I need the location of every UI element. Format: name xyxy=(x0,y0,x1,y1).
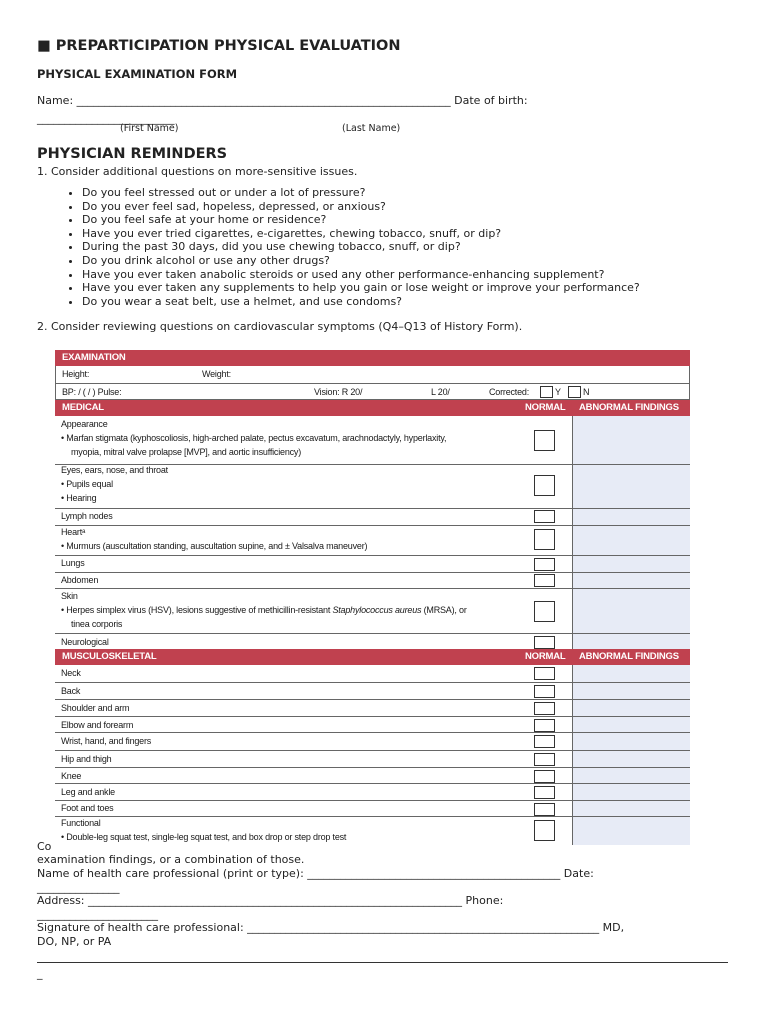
row-label: Back xyxy=(61,686,81,696)
corrected-no-label: N xyxy=(583,387,590,397)
normal-checkbox[interactable] xyxy=(534,685,555,698)
table-row xyxy=(55,733,690,751)
normal-column-header: NORMAL xyxy=(525,402,566,413)
row-label: Knee xyxy=(61,771,82,781)
abnormal-findings-field[interactable] xyxy=(573,784,690,800)
abnormal-findings-field[interactable] xyxy=(573,509,690,525)
normal-checkbox[interactable] xyxy=(534,667,555,680)
table-row xyxy=(55,817,690,845)
examination-label: EXAMINATION xyxy=(62,352,126,363)
row-label: Heartᵃ xyxy=(61,527,86,537)
bp-pulse-label: BP: / ( / ) Pulse: xyxy=(62,387,122,397)
row-label: Abdomen xyxy=(61,575,99,585)
name-dob-line[interactable]: Name: ____________________________________________________________________ Date of birth: xyxy=(37,94,528,107)
first-name-caption: (First Name) xyxy=(120,123,179,134)
list-item: • Do you ever feel sad, hopeless, depressed, or anxious? xyxy=(82,200,640,214)
row-label: Leg and ankle xyxy=(61,787,115,797)
abnormal-findings-field[interactable] xyxy=(573,634,690,649)
corrected-yes-checkbox[interactable] xyxy=(540,386,553,398)
height-weight-row xyxy=(55,366,690,384)
row-label: Neurological xyxy=(61,637,109,647)
page-title: ■ PREPARTICIPATION PHYSICAL EVALUATION xyxy=(37,38,401,54)
weight-label: Weight: xyxy=(202,369,231,379)
abnormal-column-header: ABNORMAL FINDINGS xyxy=(579,651,679,662)
divider xyxy=(37,962,728,963)
list-item: • Do you drink alcohol or use any other drugs? xyxy=(82,254,640,268)
table-row xyxy=(55,665,690,683)
trailing-underscore: _ xyxy=(37,967,43,980)
signature-line[interactable]: Signature of health care professional: ________________________________________________________________ MD, xyxy=(37,921,625,934)
table-row xyxy=(55,416,690,465)
abnormal-findings-field[interactable] xyxy=(573,526,690,555)
abnormal-findings-field[interactable] xyxy=(573,768,690,783)
reminder-item-1: 1. Consider additional questions on more-sensitive issues. xyxy=(37,165,358,178)
normal-checkbox[interactable] xyxy=(534,770,555,783)
abnormal-findings-field[interactable] xyxy=(573,683,690,699)
table-row xyxy=(55,465,690,509)
row-label: Hip and thigh xyxy=(61,754,112,764)
vision-left-label: L 20/ xyxy=(431,387,450,397)
row-label: Eyes, ears, nose, and throat xyxy=(61,465,168,475)
table-row xyxy=(55,801,690,817)
normal-checkbox[interactable] xyxy=(534,475,555,496)
name-line-continuation[interactable]: _________________________ xyxy=(37,112,175,125)
normal-checkbox[interactable] xyxy=(534,601,555,622)
normal-checkbox[interactable] xyxy=(534,702,555,715)
consider-prefix: Co xyxy=(37,840,52,853)
normal-checkbox[interactable] xyxy=(534,558,555,571)
corrected-label: Corrected: xyxy=(489,387,530,397)
musculoskeletal-header-bar xyxy=(55,649,690,665)
abnormal-findings-field[interactable] xyxy=(573,573,690,588)
medical-label: MEDICAL xyxy=(62,402,104,413)
abnormal-findings-field[interactable] xyxy=(573,733,690,750)
table-row xyxy=(55,751,690,768)
list-item: • Do you wear a seat belt, use a helmet, and use condoms? xyxy=(82,295,640,309)
corrected-yes-label: Y xyxy=(555,387,561,397)
table-row xyxy=(55,683,690,700)
corrected-no-checkbox[interactable] xyxy=(568,386,581,398)
normal-checkbox[interactable] xyxy=(534,510,555,523)
row-label: Foot and toes xyxy=(61,803,114,813)
examination-form xyxy=(55,350,690,845)
row-detail: • Marfan stigmata (kyphoscoliosis, high-arched palate, pectus excavatum, arachnodactyly, hyperlaxity, xyxy=(61,433,447,443)
abnormal-findings-field[interactable] xyxy=(573,700,690,716)
vision-right-label: Vision: R 20/ xyxy=(314,387,363,397)
table-row xyxy=(55,700,690,717)
vitals-row xyxy=(55,384,690,400)
table-row xyxy=(55,717,690,733)
list-item: • Have you ever tried cigarettes, e-cigarettes, chewing tobacco, snuff, or dip? xyxy=(82,227,640,241)
row-label: Lymph nodes xyxy=(61,511,113,521)
examination-findings-line: examination findings, or a combination of those. xyxy=(37,853,305,866)
examination-header-bar xyxy=(55,350,690,366)
normal-checkbox[interactable] xyxy=(534,820,555,841)
row-label: Skin xyxy=(61,591,78,601)
credentials-text: DO, NP, or PA xyxy=(37,935,112,948)
table-row xyxy=(55,556,690,573)
normal-checkbox[interactable] xyxy=(534,529,555,550)
abnormal-findings-field[interactable] xyxy=(573,589,690,633)
row-detail: • Hearing xyxy=(61,493,97,503)
normal-column-header: NORMAL xyxy=(525,651,566,662)
normal-checkbox[interactable] xyxy=(534,636,555,649)
professional-name-line[interactable]: Name of health care professional (print or type): ______________________________________________ Date: xyxy=(37,867,594,880)
abnormal-findings-field[interactable] xyxy=(573,801,690,816)
row-label: Shoulder and arm xyxy=(61,703,130,713)
row-label: Functional xyxy=(61,818,101,828)
abnormal-findings-field[interactable] xyxy=(573,751,690,767)
table-row xyxy=(55,526,690,556)
normal-checkbox[interactable] xyxy=(534,753,555,766)
list-item: • Do you feel safe at your home or residence? xyxy=(82,213,640,227)
row-detail: myopia, mitral valve prolapse [MVP], and aortic insufficiency) xyxy=(71,447,302,457)
normal-checkbox[interactable] xyxy=(534,735,555,748)
form-subtitle: PHYSICAL EXAMINATION FORM xyxy=(37,67,238,81)
list-item: • During the past 30 days, did you use chewing tobacco, snuff, or dip? xyxy=(82,240,640,254)
row-detail: • Murmurs (auscultation standing, auscultation supine, and ± Valsalva maneuver) xyxy=(61,541,368,551)
row-label: Wrist, hand, and fingers xyxy=(61,736,152,746)
normal-checkbox[interactable] xyxy=(534,430,555,451)
medical-header-bar xyxy=(55,400,690,416)
abnormal-findings-field[interactable] xyxy=(573,665,690,682)
row-label: Neck xyxy=(61,668,81,678)
row-detail: • Herpes simplex virus (HSV), lesions suggestive of methicillin-resistant Staphylococcus aureus (MRSA), or xyxy=(61,605,467,615)
table-row xyxy=(55,573,690,589)
table-row xyxy=(55,634,690,650)
table-row xyxy=(55,589,690,634)
row-label: Lungs xyxy=(61,558,85,568)
sensitive-questions-list xyxy=(60,186,640,308)
row-label: Appearance xyxy=(61,419,108,429)
abnormal-findings-field[interactable] xyxy=(573,416,690,464)
normal-checkbox[interactable] xyxy=(534,719,555,732)
row-detail: tinea corporis xyxy=(71,619,123,629)
last-name-caption: (Last Name) xyxy=(342,123,401,134)
row-label: Elbow and forearm xyxy=(61,720,134,730)
address-line[interactable]: Address: ____________________________________________________________________ Phone: xyxy=(37,894,504,907)
phone-line[interactable]: ______________________ xyxy=(37,908,158,921)
normal-checkbox[interactable] xyxy=(534,574,555,587)
date-line[interactable]: _______________ xyxy=(37,881,120,894)
height-label: Height: xyxy=(62,369,90,379)
abnormal-findings-field[interactable] xyxy=(573,717,690,732)
reminder-item-2: 2. Consider reviewing questions on cardiovascular symptoms (Q4–Q13 of History Form). xyxy=(37,320,523,333)
abnormal-findings-field[interactable] xyxy=(573,817,690,845)
list-item: • Have you ever taken anabolic steroids or used any other performance-enhancing supplement? xyxy=(82,268,640,282)
abnormal-findings-field[interactable] xyxy=(573,465,690,508)
list-item: • Do you feel stressed out or under a lot of pressure? xyxy=(82,186,640,200)
table-row xyxy=(55,509,690,526)
normal-checkbox[interactable] xyxy=(534,786,555,799)
physician-reminders-heading: PHYSICIAN REMINDERS xyxy=(37,146,228,162)
row-detail: • Pupils equal xyxy=(61,479,113,489)
table-row xyxy=(55,768,690,784)
list-item: • Have you ever taken any supplements to help you gain or lose weight or improve your performance? xyxy=(82,281,640,295)
normal-checkbox[interactable] xyxy=(534,803,555,816)
table-row xyxy=(55,784,690,801)
abnormal-findings-field[interactable] xyxy=(573,556,690,572)
musculoskeletal-label: MUSCULOSKELETAL xyxy=(62,651,157,662)
abnormal-column-header: ABNORMAL FINDINGS xyxy=(579,402,679,413)
row-detail: • Double-leg squat test, single-leg squat test, and box drop or step drop test xyxy=(61,832,347,842)
